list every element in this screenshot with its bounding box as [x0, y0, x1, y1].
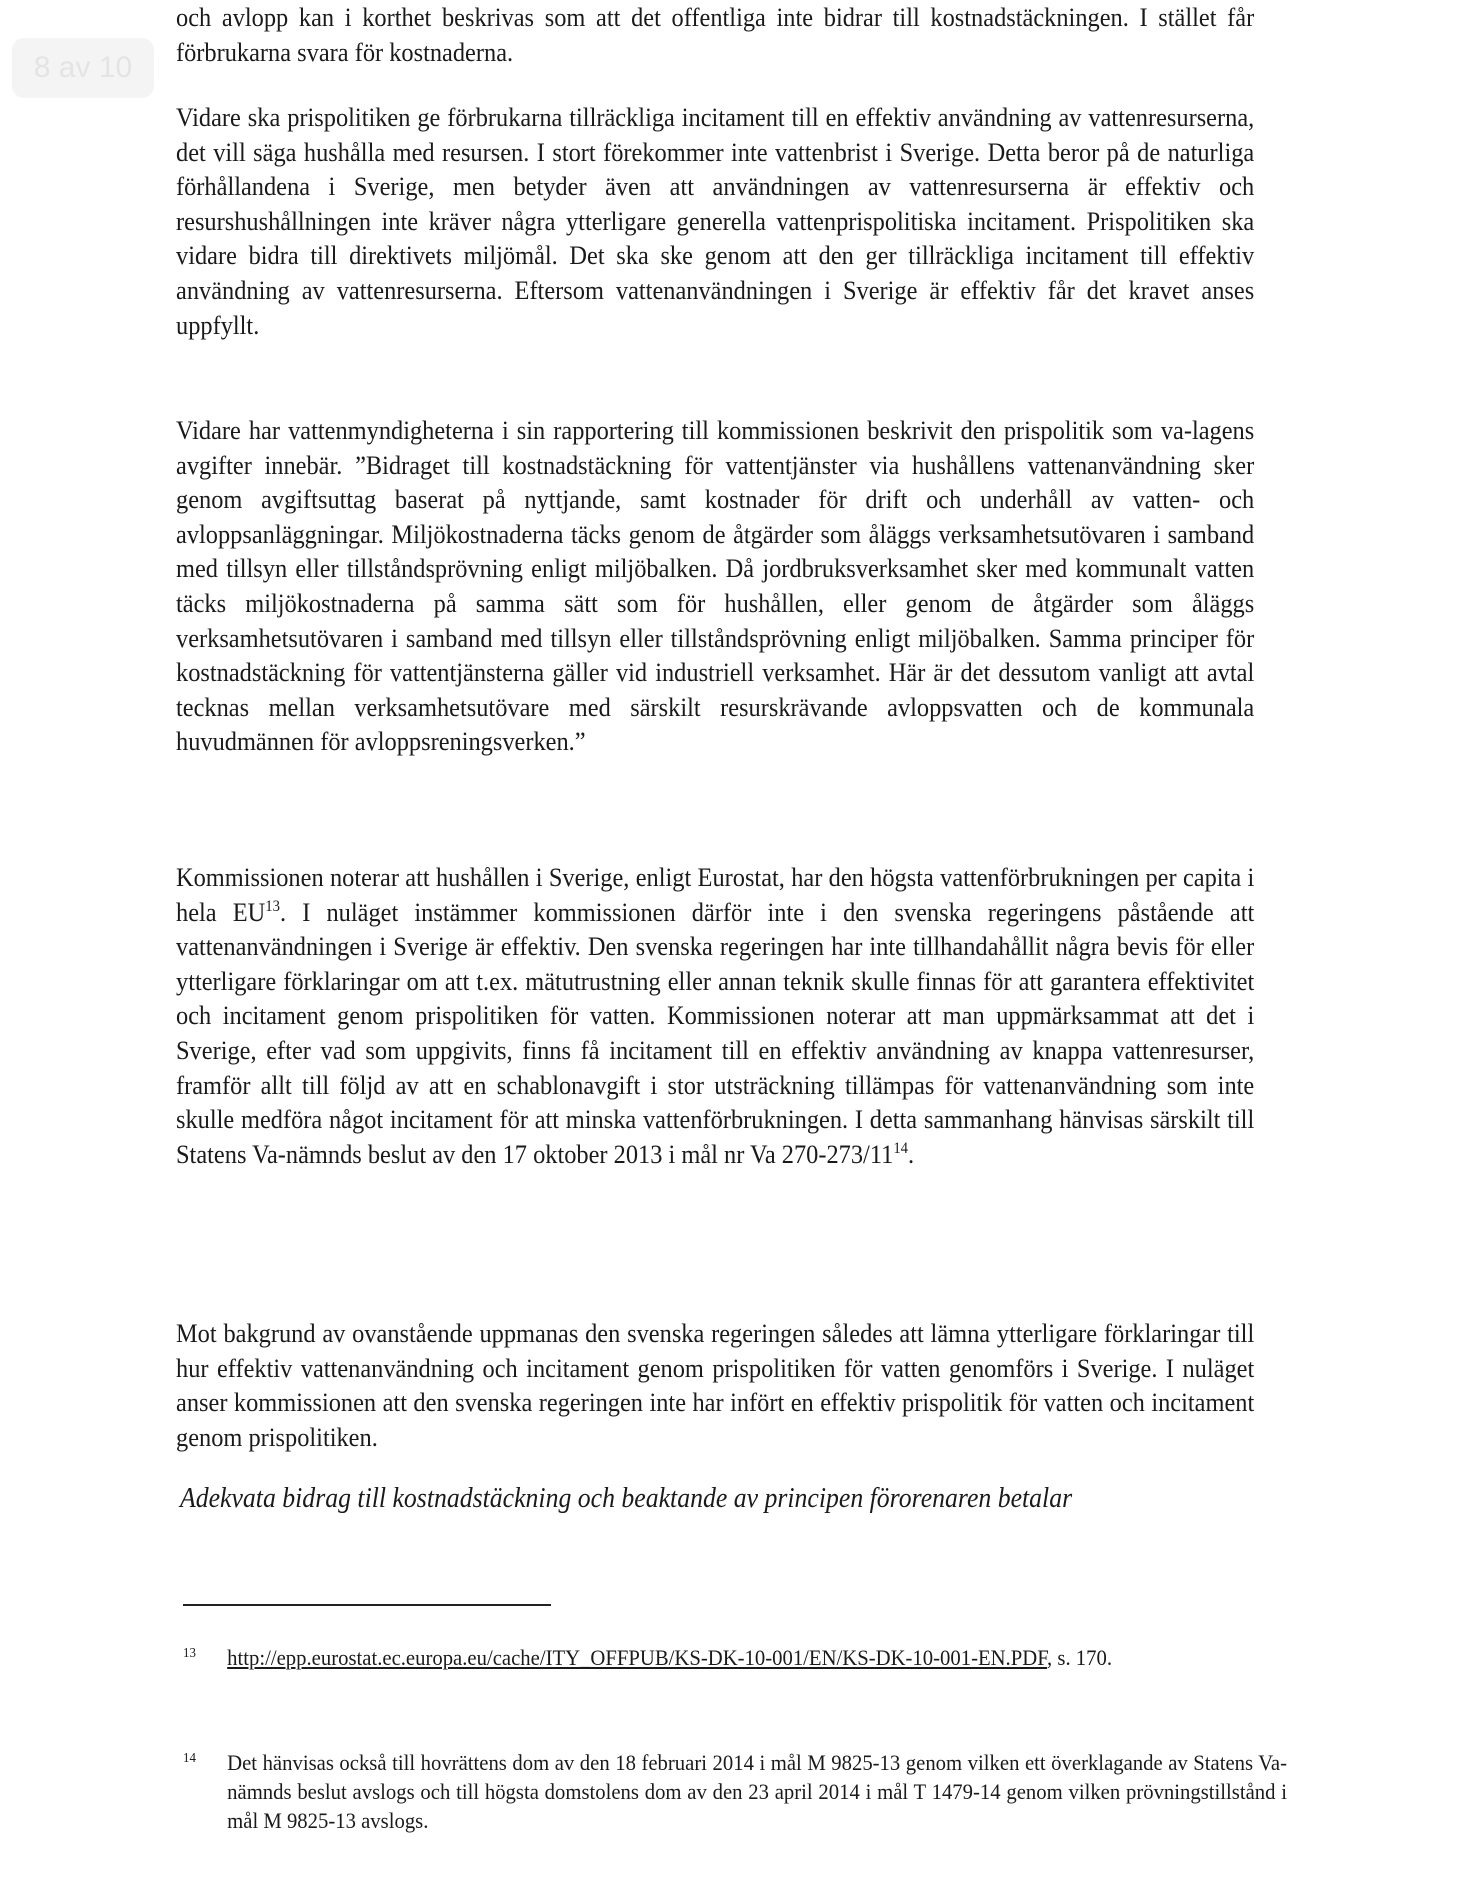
footnote-ref-14[interactable]: 14 [893, 1139, 909, 1157]
footnote-13 [183, 1643, 1287, 1672]
document-body [176, 1316, 1254, 1454]
footnote-divider [183, 1604, 551, 1606]
paragraph-5: Mot bakgrund av ovanstående uppmanas den svenska regeringen således att lämna ytterligare förklaringar till hur effektiv vattenanvändning och incitament genom prispolitiken för vatten genomförs i Sverige. I nuläget anser kommissionen att den svenska regeringen inte har infört en effektiv prispolitik för vatten och incitament genom prispolitiken. [176, 1318, 1255, 1452]
paragraph-4-text: Kommissionen noterar att hushållen i Sverige, enligt Eurostat, har den högsta vattenförbrukningen per capita i hela EU [176, 862, 1255, 927]
footnote-link[interactable]: http://epp.eurostat.ec.europa.eu/cache/ITY_OFFPUB/KS-DK-10-001/EN/KS-DK-10-001-EN.PDF [227, 1645, 1048, 1670]
footnote-number: 14 [183, 1751, 196, 1766]
paragraph-4 [176, 860, 1254, 1171]
page-indicator: 8 av 10 [12, 38, 154, 98]
document-body [176, 0, 1254, 69]
document-body [176, 413, 1254, 759]
footnote-text: Det hänvisas också till hovrättens dom av den 18 februari 2014 i mål M 9825-13 genom vilken ett överklagande av Statens Va-nämnds beslut avslogs och till högsta domstolens dom av den 23 april 2014 i mål T 1479-14 genom vilken prövningstillstånd i mål M 9825-13 avslogs. [227, 1750, 1287, 1833]
footnote-suffix: , s. 170. [1047, 1645, 1113, 1670]
footnote-number: 13 [183, 1646, 196, 1661]
footnote-ref-13[interactable]: 13 [265, 897, 280, 915]
footnote-14 [183, 1748, 1287, 1835]
document-body [176, 100, 1254, 342]
paragraph-4-text-cont: . I nuläget instämmer kommissionen därför inte i den svenska regeringens påstående att vattenanvändningen i Sverige är effektiv. Den svenska regeringen har inte tillhandahållit några bevis för eller ytterligare förklaringar om att t.ex. mätutrustning eller annan teknik skulle finnas för att garantera effektivitet och incitament genom prispolitiken för vatten. Kommissionen noterar att man uppmärksammat att det i Sverige, efter vad som uppgivits, finns få incitament till en effektiv användning av knappa vattenresurser, framför allt till följd av att en schablonavgift i stor utsträckning tillämpas för vattenanvändning som inte skulle medföra något incitament för att minska vattenförbrukningen. I detta sammanhang hänvisas särskilt till Statens Va-nämnds beslut av den 17 oktober 2013 i mål nr Va 270-273/11 [176, 896, 1255, 1169]
paragraph-2: Vidare ska prispolitiken ge förbrukarna tillräckliga incitament till en effektiv användning av vattenresurserna, det vill säga hushålla med resursen. I stort förekommer inte vattenbrist i Sverige. Detta beror på de naturliga förhållandena i Sverige, men betyder även att användningen av vattenresurserna är effektiv och resurshushållningen inte kräver några ytterligare generella vattenprispolitiska incitament. Prispolitiken ska vidare bidra till direktivets miljömål. Det ska ske genom att den ger tillräckliga incitament till effektiv användning av vattenresurserna. Eftersom vattenanvändningen i Sverige är effektiv får det kravet anses uppfyllt. [176, 102, 1255, 340]
section-heading: Adekvata bidrag till kostnadstäckning och beaktande av principen förorenaren betalar [180, 1483, 1073, 1514]
paragraph-4-text-end: . [908, 1138, 915, 1169]
paragraph-1: och avlopp kan i korthet beskrivas som att det offentliga inte bidrar till kostnadstäckningen. I stället får förbrukarna svara för kostnaderna. [176, 2, 1255, 67]
paragraph-3: Vidare har vattenmyndigheterna i sin rapportering till kommissionen beskrivit den prispolitik som va-lagens avgifter innebär. ”Bidraget till kostnadstäckning för vattentjänster via hushållens vattenanvändning sker genom avgiftsuttag baserat på nyttjande, samt kostnader för drift och underhåll av vatten- och avloppsanläggningar. Miljökostnaderna täcks genom de åtgärder som åläggs verksamhetsutövaren i samband med tillsyn eller tillståndsprövning enligt miljöbalken. Då jordbruksverksamhet sker med kommunalt vatten täcks miljökostnaderna på samma sätt som för hushållen, eller genom de åtgärder som åläggs verksamhetsutövaren i samband med tillsyn eller tillståndsprövning enligt miljöbalken. Samma principer för kostnadstäckning för vattentjänsterna gäller vid industriell verksamhet. Här är det dessutom vanligt att avtal tecknas mellan verksamhetsutövare med särskilt resurskrävande avloppsvatten och de kommunala huvudmännen för avloppsreningsverken.” [176, 415, 1255, 757]
document-body [176, 860, 1254, 1171]
